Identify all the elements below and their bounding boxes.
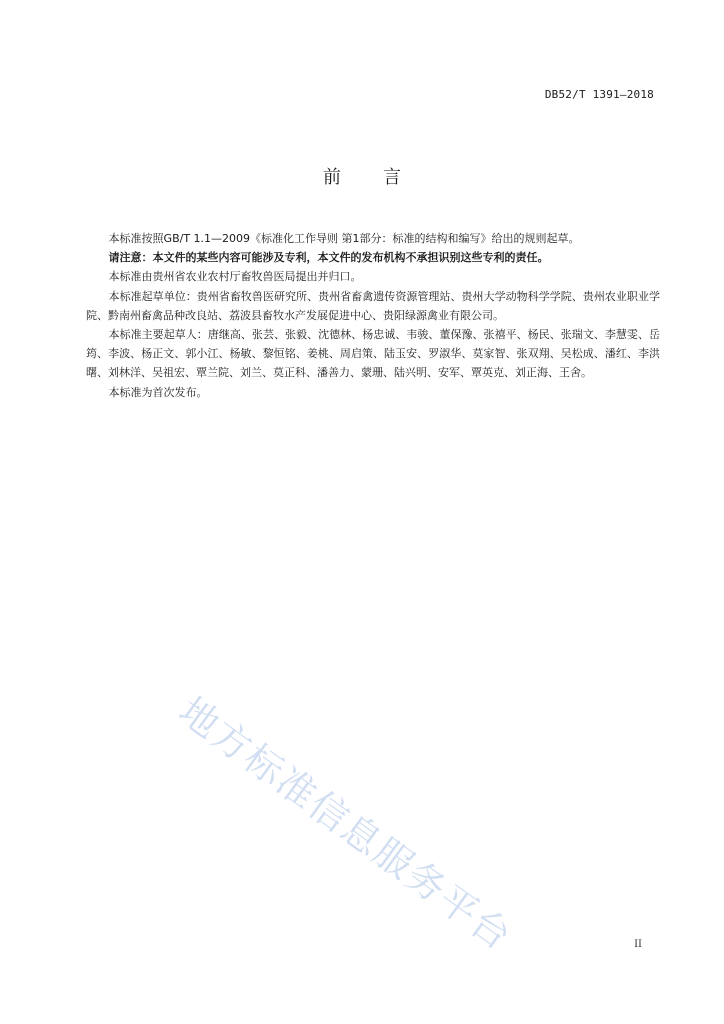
paragraph-proposer: 本标准由贵州省农业农村厅畜牧兽医局提出并归口。	[108, 270, 362, 284]
paragraph-drafting-units: 本标准起草单位：贵州省畜牧兽医研究所、贵州省畜禽遗传资源管理站、贵州大学动物科学学院、贵州农业职业学院、黔南州畜禽品种改良站、荔波县畜牧水产发展促进中心、贵阳绿源禽业有限公司。	[86, 289, 660, 322]
title-char-2: 言	[383, 167, 401, 188]
paragraph-patent-notice: 请注意：本文件的某些内容可能涉及专利，本文件的发布机构不承担识别这些专利的责任。	[108, 251, 549, 265]
paragraph-drafting-rules: 本标准按照GB/T 1.1—2009《标准化工作导则 第1部分：标准的结构和编写》给出的规则起草。	[108, 232, 580, 245]
paragraph-drafters: 本标准主要起草人：唐继高、张芸、张毅、沈德林、杨忠诚、韦骏、董保豫、张禧平、杨民、张瑞文、李慧雯、岳筠、李波、杨正文、郭小江、杨敏、黎恒铭、姜桃、周启策、陆玉安、罗淑华、莫家智、张双翔、吴松成、潘红、李洪曙、刘林洋、吴祖宏、覃兰院、刘兰、莫正科、潘善力、蒙珊、陆兴明、安军、覃英克、刘正海、王舍。	[86, 328, 660, 380]
foreword-body	[86, 229, 660, 402]
paragraph-first-release: 本标准为首次发布。	[108, 385, 208, 399]
watermark-text: 地方标准信息服务平台	[171, 688, 521, 960]
title-char-1: 前	[323, 167, 341, 188]
document-code: DB52/T 1391—2018	[544, 88, 654, 101]
page-title	[0, 163, 724, 189]
page-number: II	[634, 939, 642, 950]
